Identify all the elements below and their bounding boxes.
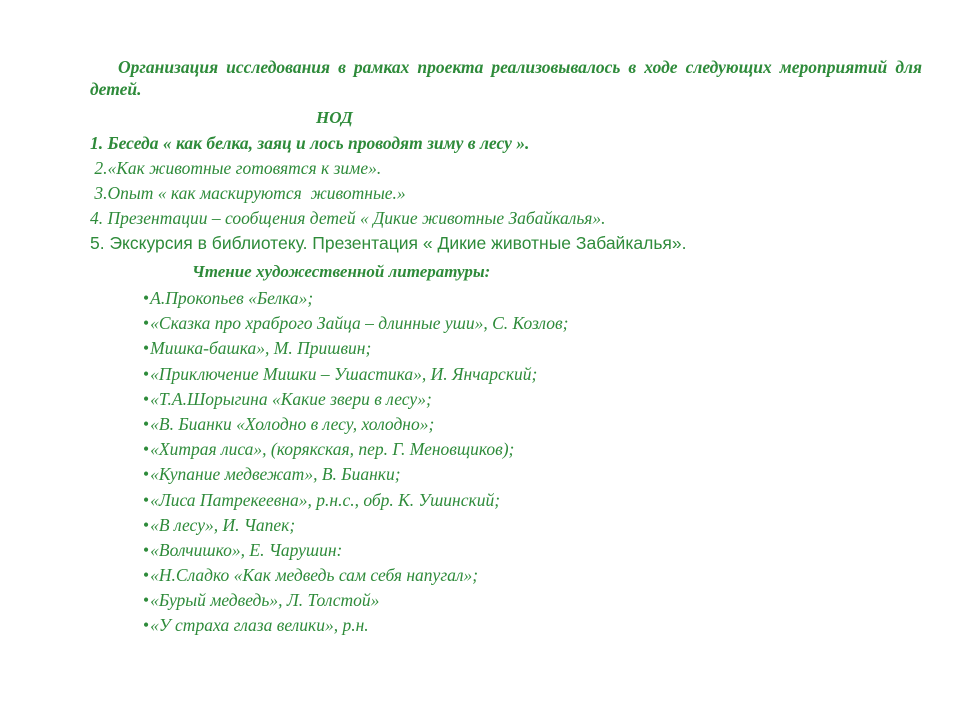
bullet-icon: • (143, 489, 150, 510)
bullet-icon: • (143, 413, 150, 434)
list-item (143, 513, 568, 538)
reading-heading: Чтение художественной литературы: (192, 262, 491, 281)
activity-item-2: 2.«Как животные готовятся к зиме». (90, 158, 382, 178)
bullet-icon: • (143, 439, 150, 460)
list-item (143, 588, 568, 613)
list-item (143, 462, 568, 487)
bullet-icon: • (143, 363, 150, 384)
book-title: «В. Бианки «Холодно в лесу, холодно»; (150, 413, 435, 434)
bullet-icon: • (143, 539, 150, 560)
bullet-icon: • (143, 514, 150, 535)
bullet-icon: • (143, 338, 150, 359)
book-title: Мишка-башка», М. Пришвин; (150, 338, 372, 359)
book-title: «Купание медвежат», В. Бианки; (150, 464, 401, 485)
book-title: «Н.Сладко «Как медведь сам себя напугал»; (150, 565, 479, 586)
list-item (143, 538, 568, 563)
book-title: «В лесу», И. Чапек; (150, 514, 296, 535)
list-item (143, 387, 568, 412)
activity-item-5: 5. Экскурсия в библиотеку. Презентация « Дикие животные Забайкалья». (90, 233, 687, 253)
book-title: «У страха глаза велики», р.н. (150, 615, 369, 636)
intro-paragraph: Организация исследования в рамках проекта реализовывалось в ходе следующих мероприятий для детей. (90, 57, 922, 99)
bullet-icon: • (143, 313, 150, 334)
list-item (143, 286, 568, 311)
list-item (143, 613, 568, 638)
activity-item-4: 4. Презентации – сообщения детей « Дикие животные Забайкалья». (90, 208, 606, 228)
bullet-icon: • (143, 590, 150, 611)
book-title: «Приключение Мишки – Ушастика», И. Янчарский; (150, 363, 538, 384)
reading-list (143, 286, 568, 639)
bullet-icon: • (143, 565, 150, 586)
list-item (143, 563, 568, 588)
list-item (143, 336, 568, 361)
book-title: А.Прокопьев «Белка»; (150, 288, 314, 308)
bullet-icon: • (143, 464, 150, 485)
list-item (143, 311, 568, 336)
book-title: «Лиса Патрекеевна», р.н.с., обр. К. Ушинский; (150, 489, 501, 510)
list-item (143, 362, 568, 387)
activity-item-1: 1. Беседа « как белка, заяц и лось проводят зиму в лесу ». (90, 133, 530, 153)
book-title: «Бурый медведь», Л. Толстой» (150, 590, 380, 611)
book-title: «Сказка про храброго Зайца – длинные уши», С. Козлов; (150, 313, 569, 334)
list-item (143, 437, 568, 462)
list-item (143, 412, 568, 437)
activity-item-3: 3.Опыт « как маскируются животные.» (90, 183, 406, 203)
book-title: «Хитрая лиса», (корякская, пер. Г. Меновщиков); (150, 439, 515, 460)
book-title: «Волчишко», Е. Чарушин: (150, 539, 343, 560)
bullet-icon: • (143, 388, 150, 409)
list-item (143, 488, 568, 513)
book-title: «Т.А.Шорыгина «Какие звери в лесу»; (150, 388, 432, 409)
nod-heading: НОД (316, 108, 353, 127)
bullet-icon: • (143, 615, 150, 636)
bullet-icon: • (143, 288, 150, 308)
